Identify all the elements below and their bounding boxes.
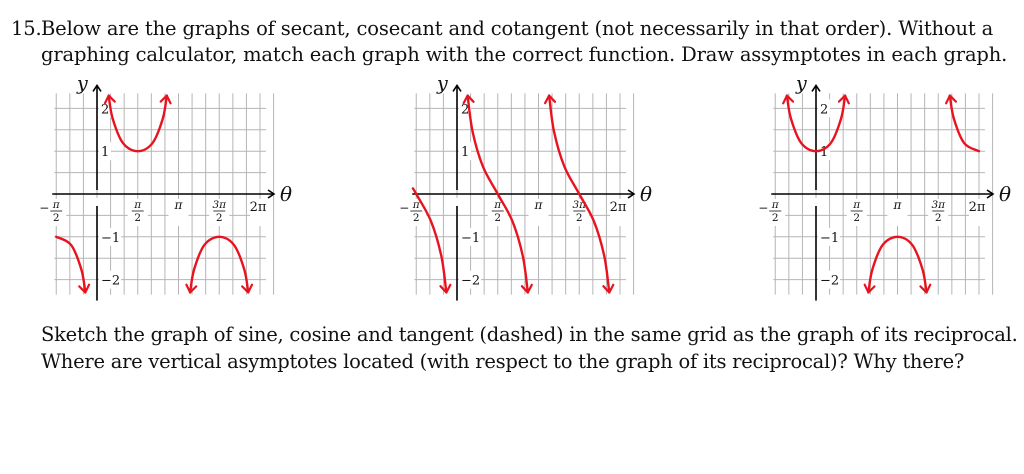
svg-text:π: π [134,199,142,211]
svg-text:π: π [412,199,420,211]
y-tick-label: −2 [461,273,481,289]
svg-text:2: 2 [494,212,502,224]
graph-c-secant-shape [755,72,1012,314]
question-number: 15. [11,17,42,40]
axes [412,85,634,300]
question-line-1 [11,16,993,42]
svg-text:π: π [771,199,779,211]
y-tick-label: 1 [101,145,110,161]
y-tick-label: 1 [820,145,829,161]
question-line-2: graphing calculator, match each graph with the correct function. Draw assymptotes in each graph. [41,43,1008,66]
graph-a-cosecant-shape [36,72,293,314]
svg-text:2: 2 [853,212,861,224]
y-tick-label: 1 [461,145,470,161]
svg-text:π: π [494,199,502,211]
y-tick-label: −2 [820,273,840,289]
x-tick-label: π [893,198,902,212]
y-tick-label: −1 [461,230,481,246]
y-tick-label: 2 [461,102,470,118]
y-axis-label: y [796,72,807,95]
x-tick-label: π [534,198,543,212]
svg-text:−: − [758,201,769,215]
y-tick-label: 2 [820,102,829,118]
graph-canvas [755,72,1012,310]
x-tick-label: 2π [249,200,267,215]
svg-text:−: − [399,201,410,215]
y-axis-label: y [437,72,448,95]
theta-axis-label: θ [640,182,653,206]
x-tick-label: π [174,198,183,212]
y-tick-label: −1 [101,230,121,246]
y-axis-label: y [77,72,88,95]
svg-text:π: π [853,199,861,211]
svg-text:π: π [52,199,60,211]
y-tick-label: −2 [101,273,121,289]
graph-canvas [396,72,653,310]
curve-branch [56,237,85,293]
prompt-line-1: Sketch the graph of sine, cosine and tangent (dashed) in the same grid as the graph of its reciprocal. [41,323,1018,346]
svg-text:3π: 3π [931,199,946,211]
svg-text:2: 2 [771,212,779,224]
prompt-line-2: Where are vertical asymptotes located (with respect to the graph of its reciprocal)? Why there? [41,350,965,373]
svg-text:3π: 3π [212,199,227,211]
svg-text:2: 2 [52,212,60,224]
svg-text:−: − [39,201,50,215]
y-tick-label: −1 [820,230,840,246]
y-tick-label: 2 [101,102,110,118]
x-tick-label: 2π [968,200,986,215]
svg-text:2: 2 [934,212,942,224]
theta-axis-label: θ [999,182,1012,206]
theta-axis-label: θ [280,182,293,206]
svg-text:2: 2 [134,212,142,224]
curve-branch [950,96,979,152]
question-text-1: Below are the graphs of secant, cosecant and cotangent (not necessarily in that order). Without a [41,17,994,40]
x-tick-label: 2π [609,200,627,215]
axes [771,85,993,300]
graph-canvas [36,72,293,310]
svg-text:3π: 3π [572,199,587,211]
graph-b-cotangent-shape [396,72,653,314]
svg-text:2: 2 [575,212,583,224]
svg-text:2: 2 [215,212,223,224]
svg-text:2: 2 [412,212,420,224]
